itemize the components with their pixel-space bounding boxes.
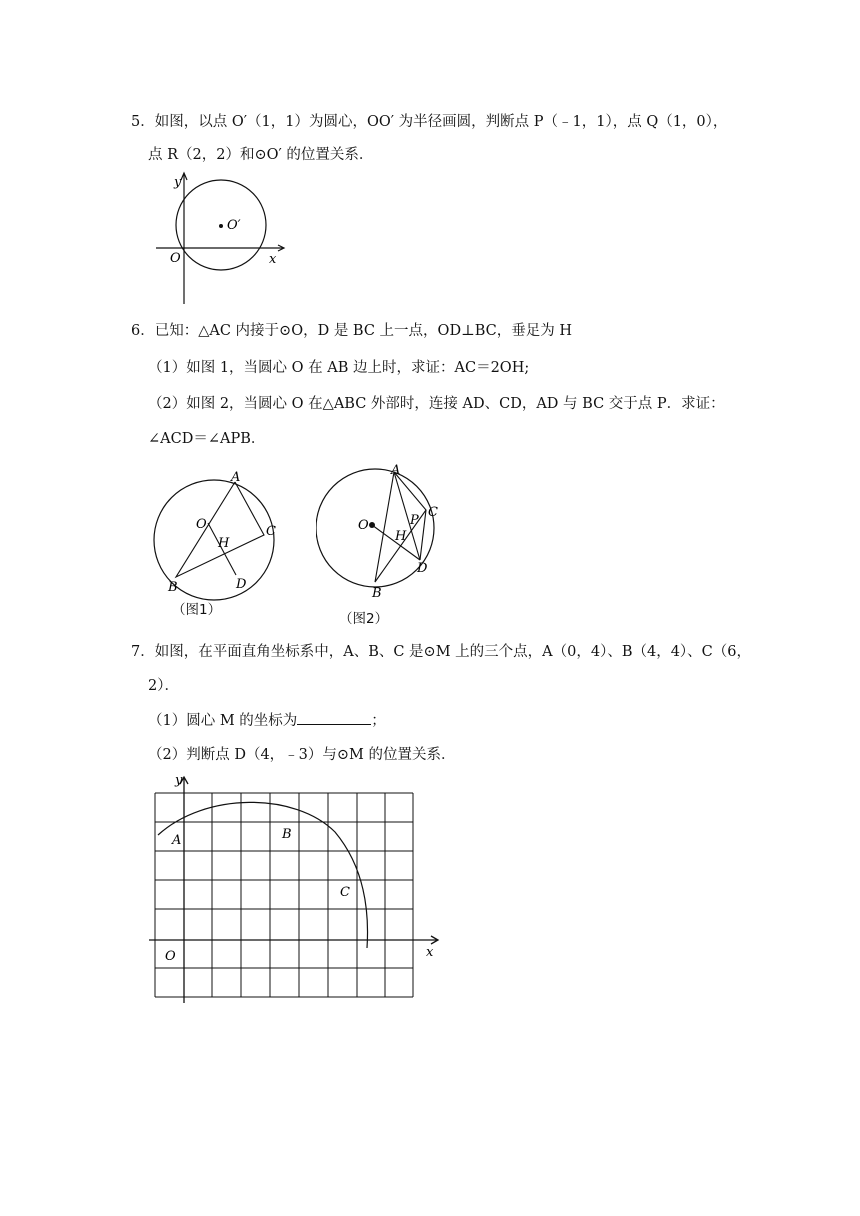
- q7-line1: 7．如图，在平面直角坐标系中，A、B、C 是⊙M 上的三个点，A（0，4）、B（4，4）、C（6，: [131, 644, 752, 660]
- q5-center-label: O′: [227, 218, 241, 233]
- q7-sub1-text: （1）圆心 M 的坐标为: [148, 713, 298, 729]
- fig2-O: O: [358, 518, 369, 533]
- q7-sub1: [148, 710, 386, 731]
- q7-x-label: x: [426, 945, 434, 960]
- q5-origin-label: O: [170, 251, 181, 266]
- q7-origin-label: O: [165, 949, 176, 964]
- q7-sub2: （2）判断点 D（4，﹣3）与⊙M 的位置关系．: [148, 747, 456, 763]
- q5-line2: 点 R（2，2）和⊙O′ 的位置关系．: [148, 147, 374, 163]
- q7-answer-blank: [297, 710, 371, 725]
- q7-y-label: y: [175, 773, 183, 788]
- fig1-H: H: [218, 536, 230, 551]
- fig2-C: C: [428, 505, 438, 520]
- q6-sub2b: ∠ACD＝∠APB．: [148, 431, 266, 447]
- fig1-A: A: [231, 470, 241, 485]
- q6-figure2: [316, 460, 456, 605]
- fig1-caption: （图1）: [172, 602, 222, 618]
- q7-figure: [145, 772, 445, 1007]
- q5-line1: 5．如图，以点 O′（1，1）为圆心，OO′ 为半径画圆，判断点 P（﹣1，1），点 Q（1，0），: [131, 114, 728, 130]
- q7-C-label: C: [340, 885, 350, 900]
- q7-B-label: B: [282, 827, 292, 842]
- fig2-P: P: [410, 513, 419, 528]
- fig1-B: B: [168, 580, 178, 595]
- q6-sub2: （2）如图 2，当圆心 O 在△ABC 外部时，连接 AD、CD，AD 与 BC 交于点 P．求证：: [148, 396, 725, 412]
- q7-line2: 2）．: [148, 678, 179, 694]
- q7-sub1-end: ；: [371, 713, 386, 729]
- q5-y-label: y: [174, 175, 182, 190]
- fig1-C: C: [266, 524, 276, 539]
- q7-A-label: A: [172, 833, 182, 848]
- fig1-O: O: [196, 517, 207, 532]
- fig2-B: B: [372, 586, 382, 601]
- fig2-H: H: [395, 529, 407, 544]
- q6-line1: 6．已知：△AC 内接于⊙O，D 是 BC 上一点，OD⊥BC，垂足为 H: [131, 323, 572, 339]
- q6-figure1: [148, 465, 288, 605]
- fig2-caption: （图2）: [339, 611, 389, 627]
- fig2-A: A: [391, 463, 401, 478]
- fig1-D: D: [236, 577, 247, 592]
- q5-figure: [148, 168, 288, 308]
- q6-sub1: （1）如图 1，当圆心 O 在 AB 边上时，求证：AC＝2OH;: [148, 360, 530, 376]
- q5-x-label: x: [269, 252, 277, 267]
- fig2-D: D: [417, 561, 428, 576]
